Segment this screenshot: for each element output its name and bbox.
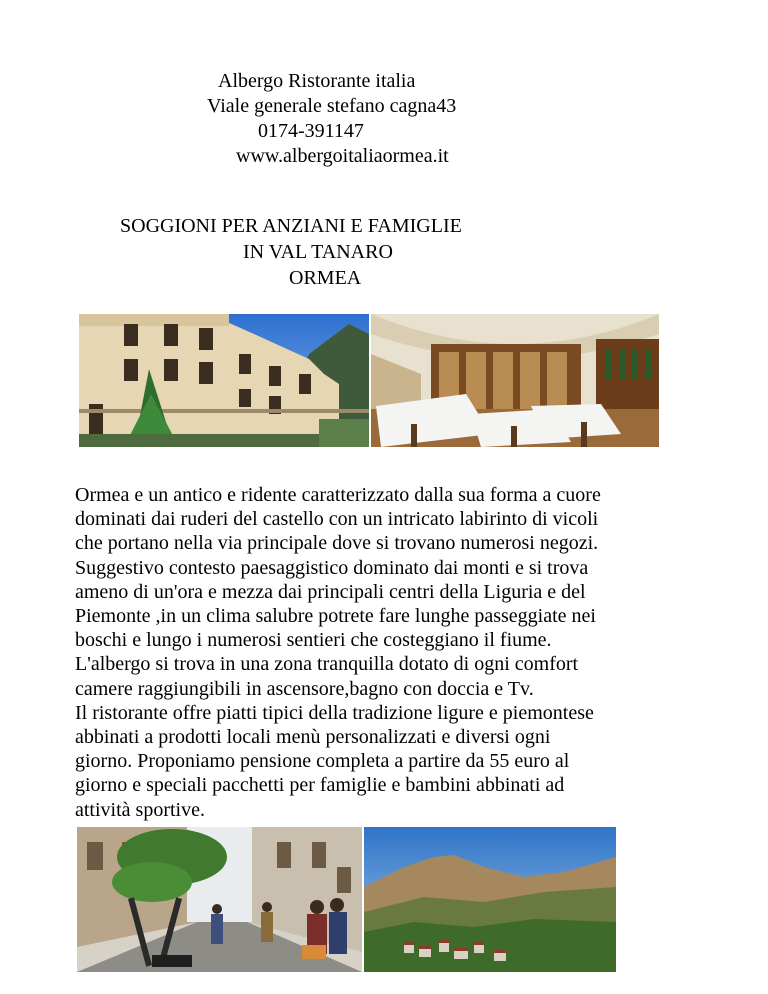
headline-line-2: IN VAL TANARO [243,241,393,263]
hotel-phone: 0174-391147 [258,120,364,142]
description-line: Piemonte ,in un clima salubre potrete fare lunghe passeggiate nei [75,605,596,628]
description-line: abbinati a prodotti locali menù personalizzati e diversi ogni [75,726,551,749]
description-line: giorno. Proponiamo pensione completa a partire da 55 euro al [75,750,570,773]
description-line: Il ristorante offre piatti tipici della tradizione ligure e piemontese [75,701,594,724]
village-street-photo [77,827,362,972]
headline-line-3: ORMEA [289,267,362,289]
description-line: boschi e lungo i numerosi sentieri che costeggiano il fiume. [75,629,552,652]
description-line: che portano nella via principale dove si trovano numerosi negozi. [75,532,599,555]
description-line: attività sportive. [75,798,205,821]
hotel-address: Viale generale stefano cagna43 [207,95,457,117]
hotel-facade-photo [79,314,369,447]
description-line: Suggestivo contesto paesaggistico dominato dai monti e si trova [75,556,589,579]
description-line: camere raggiungibili in ascensore,bagno con doccia e Tv. [75,677,534,700]
description-line: giorno e speciali pacchetti per famiglie e bambini abbinati ad [75,774,565,797]
hotel-name: Albergo Ristorante italia [218,70,416,92]
mountain-landscape-photo [364,827,616,972]
description-line: ameno di un'ora e mezza dai principali centri della Liguria e del [75,580,586,603]
description-paragraph [75,483,715,822]
description-line: dominati dai ruderi del castello con un intricato labirinto di vicoli [75,508,599,531]
description-line: Ormea e un antico e ridente caratterizzato dalla sua forma a cuore [75,484,601,506]
restaurant-interior-photo [371,314,659,447]
headline-line-1: SOGGIONI PER ANZIANI E FAMIGLIE [120,215,462,237]
hotel-website: www.albergoitaliaormea.it [236,145,449,167]
description-line: L'albergo si trova in una zona tranquilla dotato di ogni comfort [75,653,579,676]
